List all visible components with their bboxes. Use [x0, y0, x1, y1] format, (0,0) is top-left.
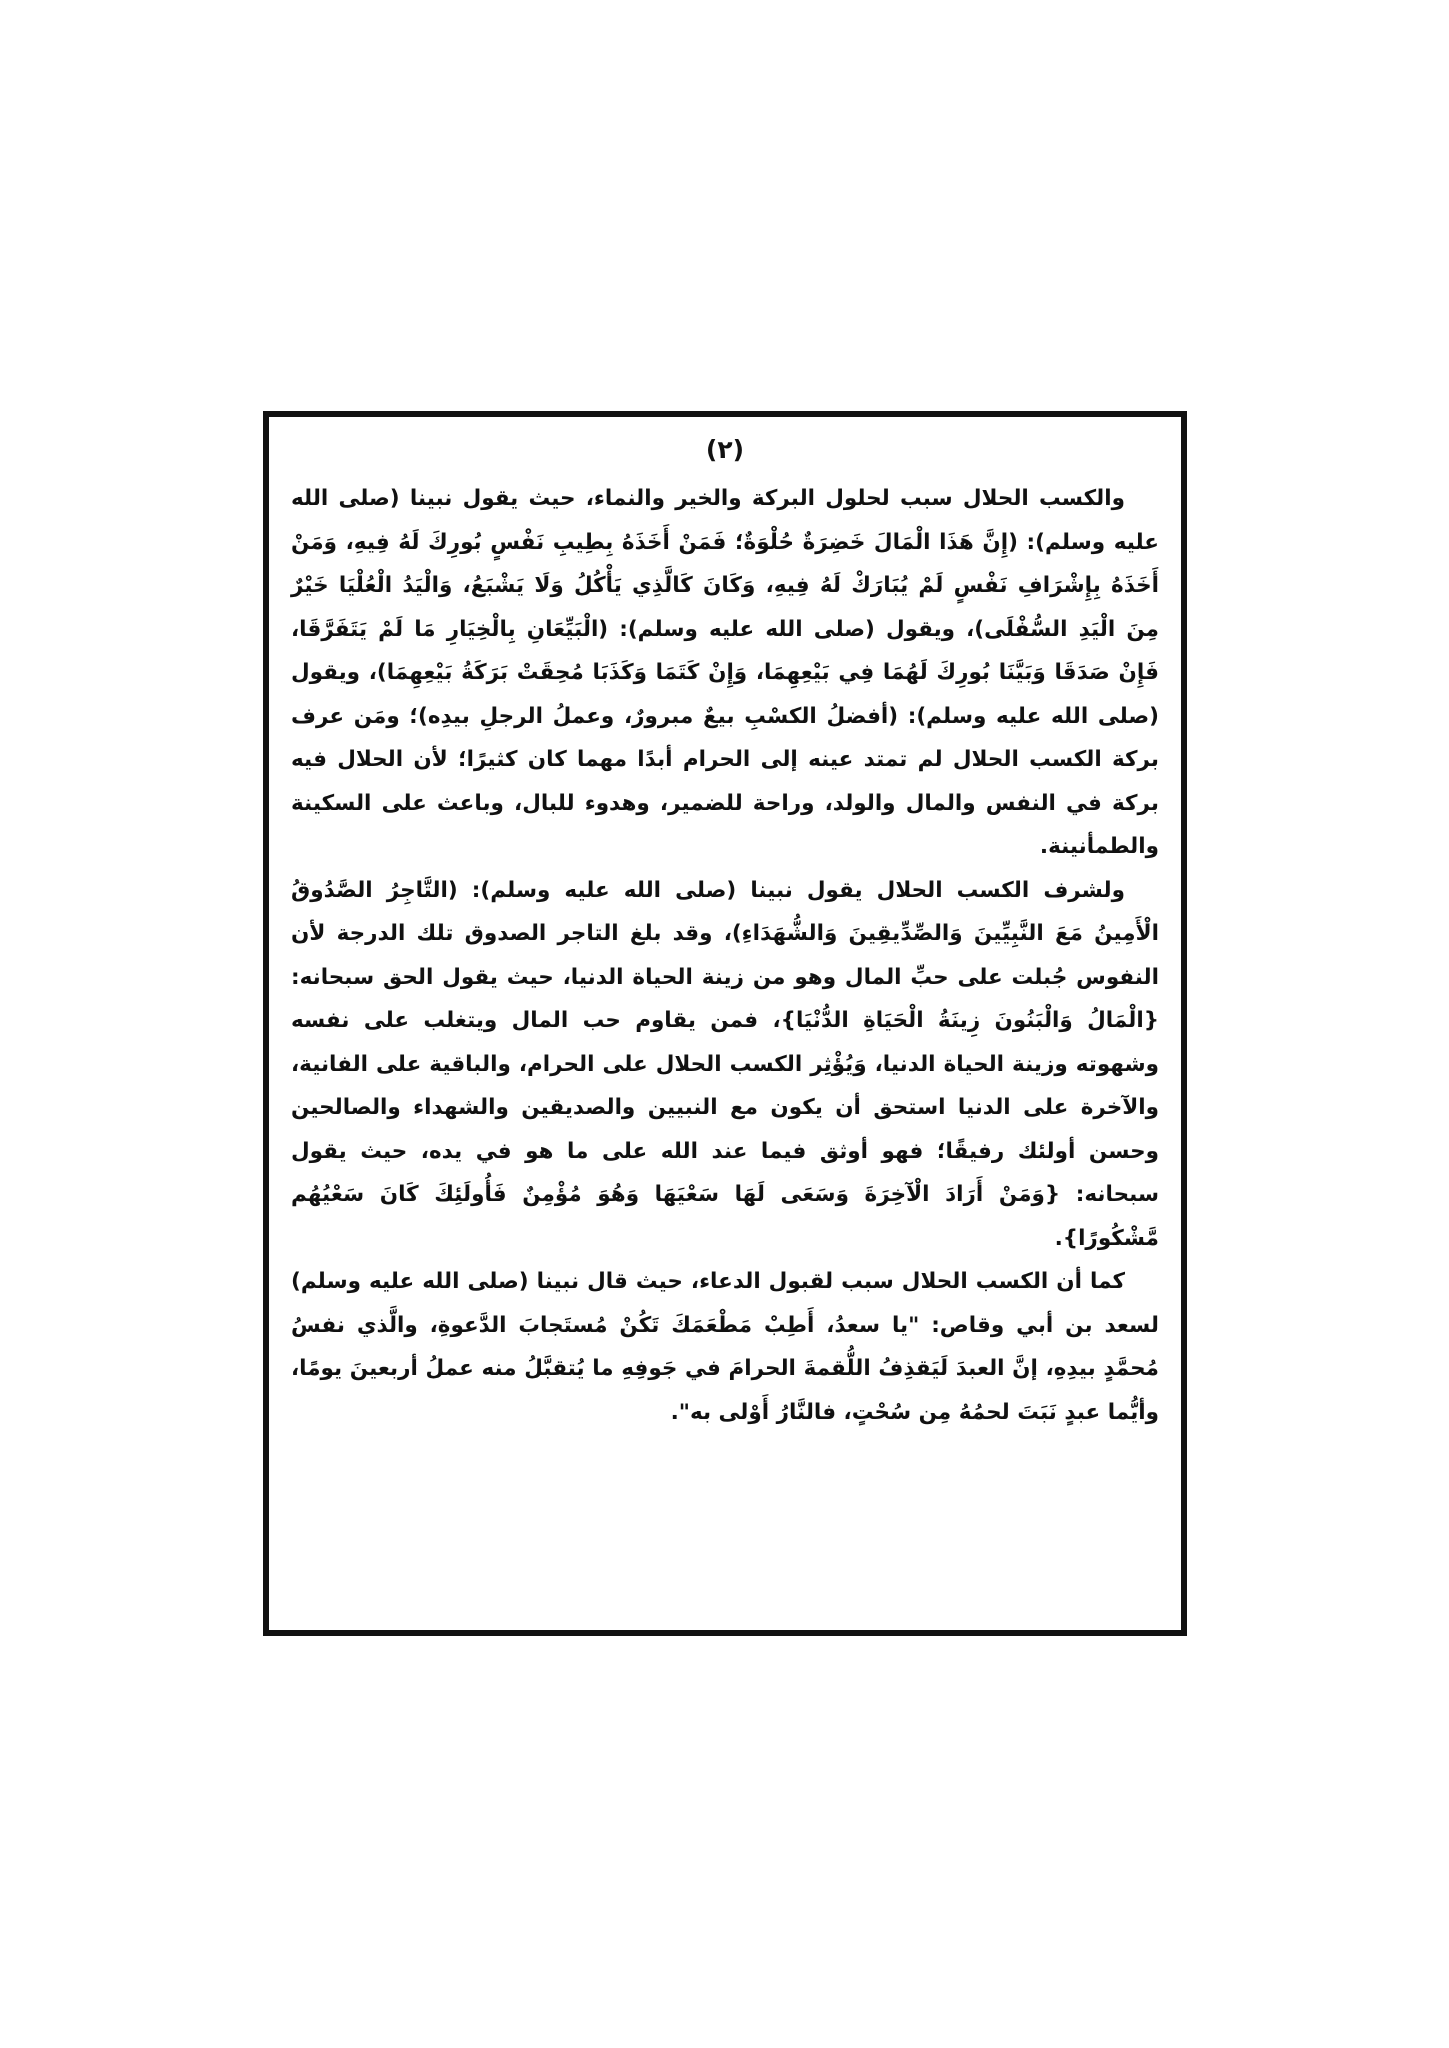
page-frame — [263, 411, 1187, 1636]
body-text — [291, 477, 1159, 1434]
paragraph-2: ولشرف الكسب الحلال يقول نبينا (صلى الله عليه وسلم): (التَّاجِرُ الصَّدُوقُ الْأَمِينُ مَعَ النَّبِيِّينَ وَالصِّدِّيقِينَ وَالشُّهَدَاءِ)، وقد بلغ التاجر الصدوق تلك الدرجة لأن النفوس جُبلت على حبِّ المال وهو من زينة الحياة الدنيا، حيث يقول الحق سبحانه: {الْمَالُ وَالْبَنُونَ زِينَةُ الْحَيَاةِ الدُّنْيَا}، فمن يقاوم حب المال ويتغلب على نفسه وشهوته وزينة الحياة الدنيا، وَيُؤْثِر الكسب الحلال على الحرام، والباقية على الفانية، والآخرة على الدنيا استحق أن يكون مع النبيين والصديقين والشهداء والصالحين وحسن أولئك رفيقًا؛ فهو أوثق فيما عند الله على ما هو في يده، حيث يقول سبحانه: {وَمَنْ أَرَادَ الْآخِرَةَ وَسَعَى لَهَا سَعْيَهَا وَهُوَ مُؤْمِنٌ فَأُولَئِكَ كَانَ سَعْيُهُم مَّشْكُورًا}. — [291, 877, 1159, 1251]
paragraph-1: والكسب الحلال سبب لحلول البركة والخير والنماء، حيث يقول نبينا (صلى الله عليه وسلم): (إِنَّ هَذَا الْمَالَ خَضِرَةٌ حُلْوَةٌ؛ فَمَنْ أَخَذَهُ بِطِيبِ نَفْسٍ بُورِكَ لَهُ فِيهِ، وَمَنْ أَخَذَهُ بِإِشْرَافِ نَفْسٍ لَمْ يُبَارَكْ لَهُ فِيهِ، وَكَانَ كَالَّذِي يَأْكُلُ وَلَا يَشْبَعُ، وَالْيَدُ الْعُلْيَا خَيْرٌ مِنَ الْيَدِ السُّفْلَى)، ويقول (صلى الله عليه وسلم): (الْبَيِّعَانِ بِالْخِيَارِ مَا لَمْ يَتَفَرَّقَا، فَإِنْ صَدَقَا وَبَيَّنَا بُورِكَ لَهُمَا فِي بَيْعِهِمَا، وَإِنْ كَتَمَا وَكَذَبَا مُحِقَتْ بَرَكَةُ بَيْعِهِمَا)، ويقول (صلى الله عليه وسلم): (أفضلُ الكسْبِ بيعٌ مبرورٌ، وعملُ الرجلِ بيدِه)؛ ومَن عرف بركة الكسب الحلال لم تمتد عينه إلى الحرام أبدًا مهما كان كثيرًا؛ لأن الحلال فيه بركة في النفس والمال والولد، وراحة للضمير، وهدوء للبال، وباعث على السكينة والطمأنينة. — [291, 486, 1159, 859]
page-number: (٢) — [705, 435, 745, 464]
paragraph-3: كما أن الكسب الحلال سبب لقبول الدعاء، حيث قال نبينا (صلى الله عليه وسلم) لسعد بن أبي وقاص: "يا سعدُ، أَطِبْ مَطْعَمَكَ تَكُنْ مُستَجابَ الدَّعوةِ، والَّذي نفسُ مُحمَّدٍ بيدِهِ، إنَّ العبدَ لَيَقذِفُ اللُّقمةَ الحرامَ في جَوفِهِ ما يُتقبَّلُ منه عملُ أربعينَ يومًا، وأيُّما عبدٍ نَبَتَ لحمُهُ مِن سُحْتٍ، فالنَّارُ أَوْلى به". — [291, 1269, 1159, 1425]
